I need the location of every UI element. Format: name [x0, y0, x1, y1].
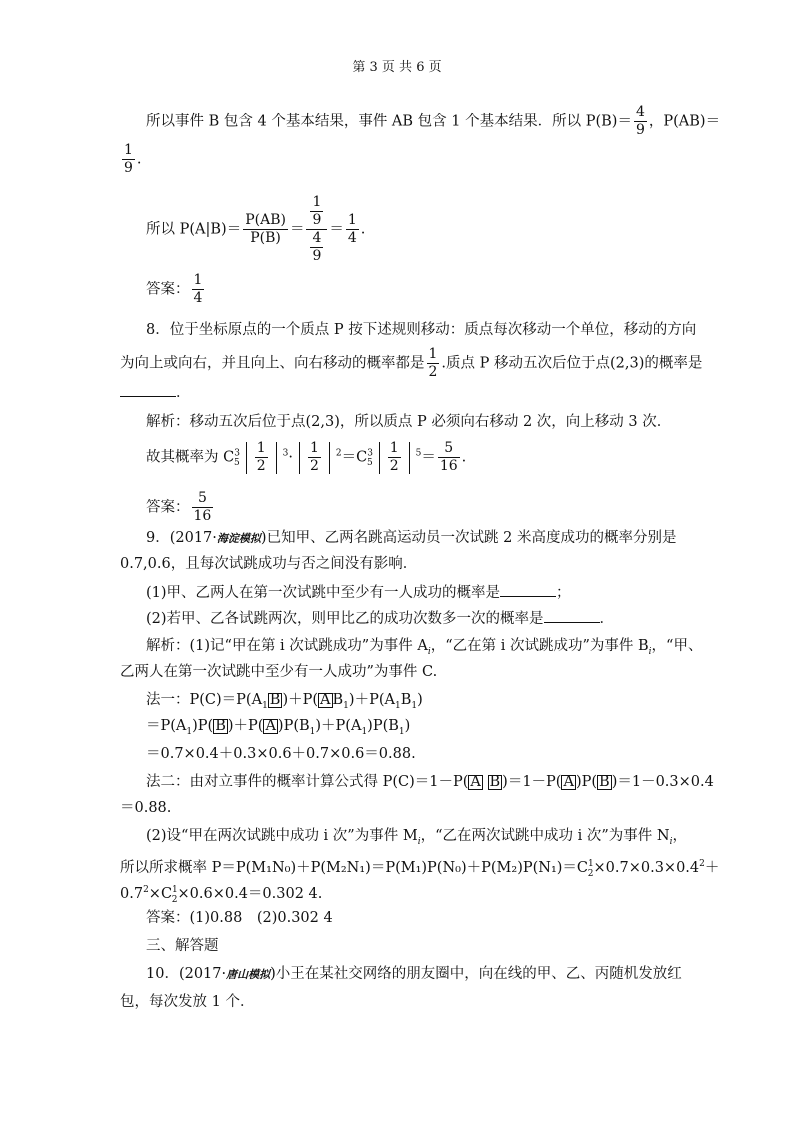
compound-fraction: $\frac{\frac{1}{9}}{\frac{4}{9}}$	[306, 194, 327, 265]
solution-8-line-1: 解析：移动五次后位于点(2,3)，所以质点 P 必须向右移动 2 次，向上移动 3 次．	[146, 414, 672, 430]
solution-9-line-8: (2)设“甲在两次试跳中成功 i 次”为事件 $M_i$，“乙在两次试跳中成功 i 次”为事件 $N_i$，	[146, 828, 687, 847]
solution-9-line-3: 法一：$P(C)=P(A_1$ B )＋P( A $B_1)+P(A_1B_1)$	[146, 692, 423, 711]
fraction: $\frac{1}{9}$	[124, 142, 133, 176]
answer-blank	[500, 582, 556, 597]
question-9-line-3: (1)甲、乙两人在第一次试跳中至少有一人成功的概率是 ；	[146, 582, 571, 603]
page-header: 第 3 页 共 6 页	[352, 60, 442, 75]
question-9-line-2: 0.7,0.6，且每次试跳成功与否之间没有影响．	[120, 556, 418, 572]
solution-9-line-9: 所以所求概率 $P=P(M_1N_0)+P(M_2N_1)=P(M_1)P(N_0)+P(M_2)P(N_1)=C^1_2\times 0.7\times 0.3\times 0.4^2+$	[120, 859, 720, 879]
solution-9-line-4: $=P(A_1)P$( B )＋P( A )$P(B_1)+P(A_1)P(B_1)$	[146, 718, 411, 737]
question-8-line-2: 为向上或向右，并且向上、向右移动的概率都是 $\frac{1}{2}$ .质点 P 移动五次后位于点(2,3)的概率是	[120, 346, 703, 380]
fraction: $\frac{5}{16}$	[193, 490, 212, 524]
fraction: $\frac{4}{9}$	[635, 104, 645, 138]
solution-9-line-2: 乙两人在第一次试跳中至少有一人成功”为事件 C.	[120, 664, 438, 680]
solution-8-line-2: 故其概率为 $C^3_5$ $\frac{1}{2}$ $^3$· $\frac{1}{2}$ $^2=C^3_5$ $\frac{1}{2}$ $^5$＝ $\frac{5}{16}$ .	[146, 440, 467, 474]
answer-line: 答案：(1)0.88 (2)0.302 4	[146, 910, 333, 926]
fraction: $\frac{1}{4}$	[193, 272, 203, 306]
solution-9-line-7: ＝0.88.	[120, 800, 172, 816]
fraction: $\frac{P(AB)}{P(B)}$	[245, 212, 286, 246]
solution-9-line-10: $0.7^2\times C^1_2\times 0.6\times 0.4=0.302$ 4.	[120, 885, 323, 905]
question-10-line-2: 包，每次发放 1 个．	[120, 994, 255, 1010]
answer-line: 答案： $\frac{1}{4}$	[146, 272, 203, 306]
question-9-line-1: 9．(2017·海淀模拟)已知甲、乙两名跳高运动员一次试跳 2 米高度成功的概率分别是	[146, 530, 677, 546]
solution-9-line-5: ＝0.7×0.4＋0.3×0.6＋0.7×0.6＝0.88.	[146, 746, 416, 762]
fraction: $\frac{1}{4}$	[347, 212, 357, 246]
fraction: $\frac{1}{2}$	[428, 346, 438, 380]
text-line: $\frac{1}{9}$ .	[124, 142, 142, 176]
section-heading: 三、解答题	[146, 938, 219, 954]
question-8-line-1: 8．位于坐标原点的一个质点 P 按下述规则移动：质点每次移动一个单位，移动的方向	[146, 322, 697, 338]
answer-blank	[544, 608, 600, 623]
question-10-line-1: 10．(2017·唐山模拟)小王在某社交网络的朋友圈中，向在线的甲、乙、丙随机发放红	[146, 966, 682, 982]
question-8-line-3: ．	[120, 382, 191, 403]
question-9-line-4: (2)若甲、乙各试跳两次，则甲比乙的成功次数多一次的概率是 ．	[146, 608, 614, 629]
solution-9-line-1: 解析：(1)记“甲在第 i 次试跳成功”为事件 $A_i$，“乙在第 i 次试跳成功”为事件 $B_i$，“甲、	[146, 638, 703, 657]
formula-line: 所以 P(A|B)＝ $\frac{P(AB)}{P(B)}$ ＝ $\frac{\frac{1}{9}}{\frac{4}{9}}$ ＝ $\frac{1}{4}$ .	[146, 194, 366, 264]
answer-line: 答案： $\frac{5}{16}$	[146, 490, 212, 524]
text-line: 所以事件 B 包含 4 个基本结果，事件 AB 包含 1 个基本结果．所以 P(B)＝ $\frac{4}{9}$ ，P(AB)＝	[146, 104, 721, 138]
solution-9-line-6: 法二：由对立事件的概率计算公式得 P(C)＝1－P( A B )＝1－P( A )P( B )＝1－0.3×0.4	[146, 774, 714, 790]
answer-blank	[120, 382, 176, 397]
